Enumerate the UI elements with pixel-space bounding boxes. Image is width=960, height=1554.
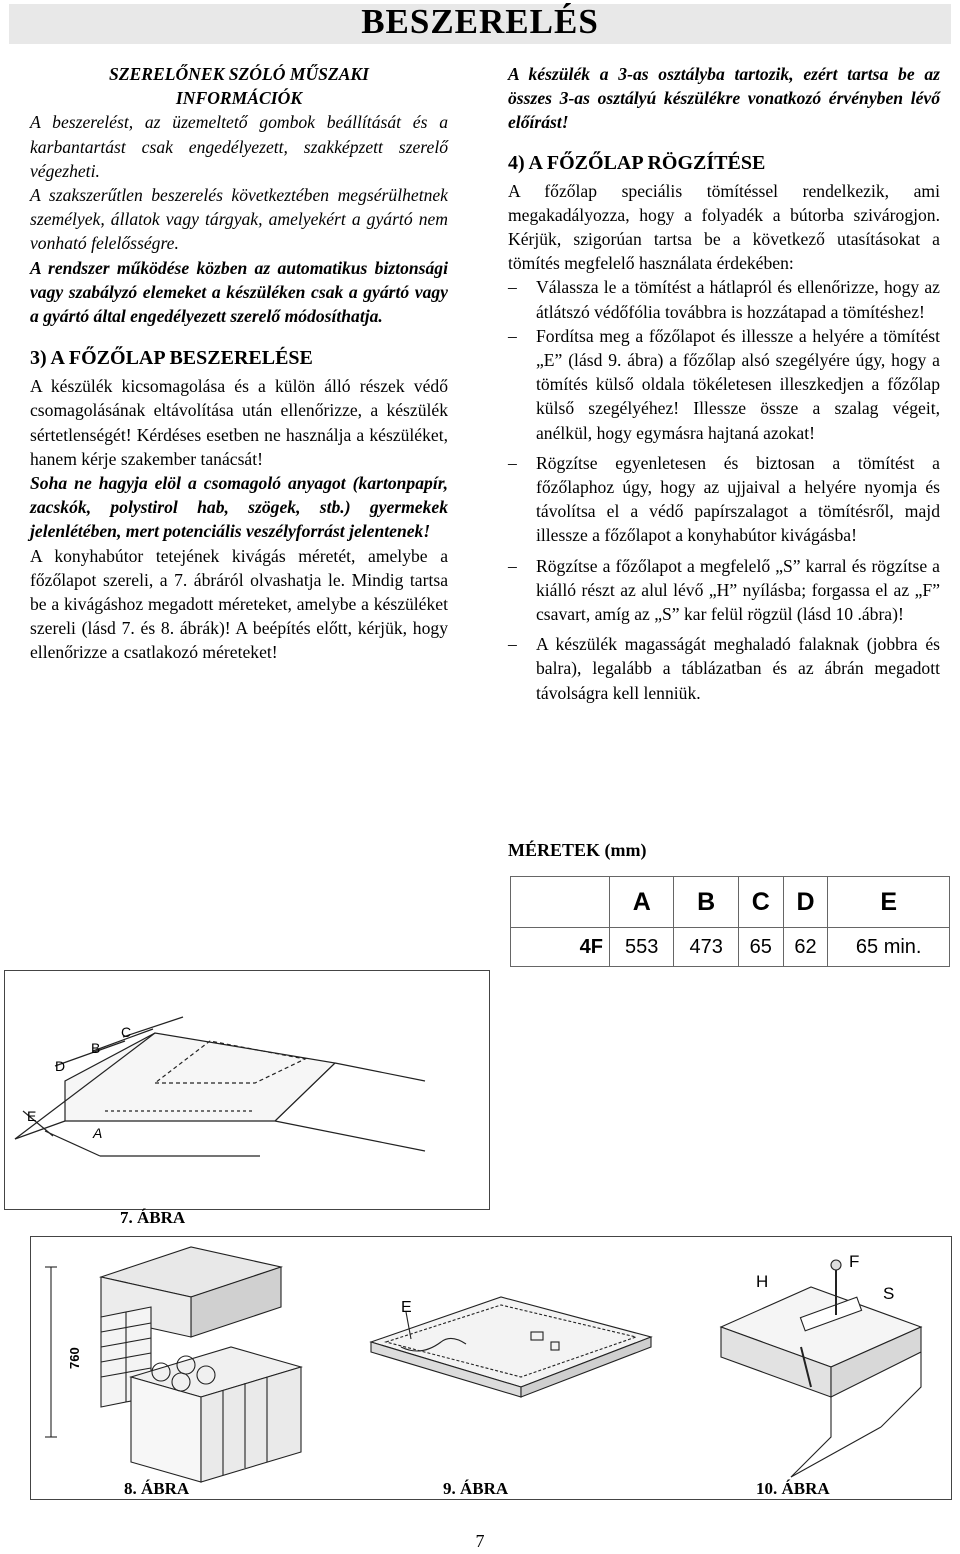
- table-cell: 65 min.: [828, 928, 950, 967]
- figure-7: [4, 970, 490, 1210]
- figure-10-caption: 10. ÁBRA: [756, 1479, 830, 1498]
- figure-9-caption: 9. ÁBRA: [443, 1479, 509, 1498]
- step-item: – A készülék magasságát meghaladó falaknak (jobbra és balra), legalább a táblázatban és az ábrán megadott távolságra kell lenniük.: [508, 632, 940, 705]
- page-number: 7: [475, 1531, 485, 1551]
- figure-7-label-d: D: [55, 1058, 66, 1074]
- table-cell: 553: [610, 928, 674, 967]
- figure-9-label-e: E: [401, 1299, 412, 1316]
- figure-7-drawing: [5, 971, 489, 1209]
- section3-paragraph-1: A készülék kicsomagolása és a külön álló részek védő csomagolásának eltávolítása után ellenőrizze, a készülék sértetlenségét! Kérdéses esetben ne használja a készüléket, hanem kérje szakember tanácsát!: [30, 376, 448, 469]
- dimensions-label: MÉRETEK (mm): [508, 840, 647, 860]
- figure-7-label-b: B: [91, 1040, 101, 1056]
- figure-10-label-f: F: [849, 1252, 860, 1271]
- step-item: – Rögzítse egyenletesen és biztosan a tömítést a főzőlaphoz úgy, hogy az ujjaival a helyére nyomja és távolítsa el a védő papírszalagot a tömítésről, majd illessze a főzőlapot a konyhabútor kivágásba!: [508, 451, 940, 548]
- table-row-label: 4F: [511, 928, 610, 967]
- table-row: [511, 928, 950, 967]
- section3-warning: Soha ne hagyja elöl a csomagoló anyagot (kartonpapír, zacskók, polystirol hab, szögek, stb.) gyermekek jelenlétében, mert potenciális veszélyforrást jelentenek!: [30, 473, 448, 542]
- figure-10-label-s: S: [883, 1284, 895, 1303]
- figure-7-label-e: E: [27, 1108, 37, 1124]
- figure-8-caption: 8. ÁBRA: [124, 1479, 190, 1498]
- section4-title: 4) A FŐZŐLAP RÖGZÍTÉSE: [508, 151, 766, 174]
- section3-paragraph-2: A konyhabútor tetejének kivágás méretét, amelybe a főzőlapot szereli, a 7. ábráról olvashatja le. Mindig tartsa be a kivágáshoz megadott méreteket, amelybe a készüléket szereli (lásd 7. és 8. ábrák)! A beépítés előtt, kérjük, hogy ellenőrizze a csatlakozó méreteket!: [30, 545, 448, 663]
- section4-paragraph-1: A főzőlap speciális tömítéssel rendelkezik, ami megakadályozza, hogy a folyadék a bútorba szivárogjon. Kérjük, szigorúan tartsa be a következő utasításokat a tömítés megfelelő használata érdekében:: [508, 180, 940, 274]
- dimensions-table: [510, 876, 950, 967]
- step-item: – Válassza le a tömítést a hátlapról és ellenőrizze, hogy az átlátszó védőfólia továbbra is hozzátapad a tömítéshez!: [508, 275, 940, 323]
- intro-paragraph-1: A beszerelést, az üzemeltető gombok beállítását és a karbantartást csak engedélyezett, szakképzett szerelő végezheti.: [30, 112, 448, 181]
- figures-8-9-10: [30, 1236, 952, 1500]
- table-header-empty: [511, 877, 610, 928]
- table-cell: 473: [674, 928, 738, 967]
- section3-title: 3) A FŐZŐLAP BESZERELÉSE: [30, 347, 313, 370]
- class-note: A készülék a 3-as osztályba tartozik, ezért tartsa be az összes 3-as osztályú készülékre vonatkozó érvényben lévő előírást!: [508, 64, 940, 133]
- intro-heading-line1: SZERELŐNEK SZÓLÓ MŰSZAKI: [108, 64, 370, 84]
- figure-8-label-760: 760: [67, 1347, 82, 1369]
- figure-10-label-h: H: [756, 1272, 769, 1291]
- table-header-cell: B: [674, 877, 738, 928]
- right-column: [508, 62, 940, 705]
- table-cell: 65: [738, 928, 783, 967]
- figures-8-9-10-drawing: [31, 1237, 951, 1499]
- figure-7-label-a: A: [93, 1125, 103, 1141]
- figure-7-caption: 7. ÁBRA: [120, 1208, 186, 1227]
- table-header-cell: E: [828, 877, 950, 928]
- table-header-cell: A: [610, 877, 674, 928]
- figure-7-label-c: C: [121, 1024, 132, 1040]
- page-title: BESZERELÉS: [361, 2, 599, 41]
- table-header-cell: D: [783, 877, 828, 928]
- table-header-cell: C: [738, 877, 783, 928]
- intro-paragraph-2: A szakszerűtlen beszerelés következtében megsérülhetnek személyek, állatok vagy tárgyak, amelyekért a gyártó nem vonható felelősségre.: [30, 185, 448, 254]
- figure-8-drawing: [45, 1247, 301, 1482]
- table-header-row: [511, 877, 950, 928]
- intro-heading-line2: INFORMÁCIÓK: [175, 88, 303, 109]
- table-cell: 62: [783, 928, 828, 967]
- left-column: [30, 62, 448, 665]
- step-item: – Rögzítse a főzőlapot a megfelelő „S” karral és rögzítse a kiálló részt az alul lévő „H” nyílásba; forgassa el az „F” csavart, amíg az „S” kar felül rögzül (lásd 10 .ábra)!: [508, 554, 940, 627]
- figure-9-drawing: [371, 1297, 651, 1397]
- intro-paragraph-3: A rendszer működése közben az automatikus biztonsági vagy szabályzó elemeket a készüléken csak a gyártó vagy a gyártó által engedélyezett szerelő módosíthatja.: [30, 257, 448, 327]
- step-item: – Fordítsa meg a főzőlapot és illessze a helyére a tömítést „E” (lásd 9. ábra) a főzőlap alsó szegélyére úgy, hogy a tömítés külső oldala tökéletesen illeszkedjen a főzőlap külső szegélyéhez! Illessze össze a szalag végeit, anélkül, hogy egymásra hajtaná azokat!: [508, 324, 940, 445]
